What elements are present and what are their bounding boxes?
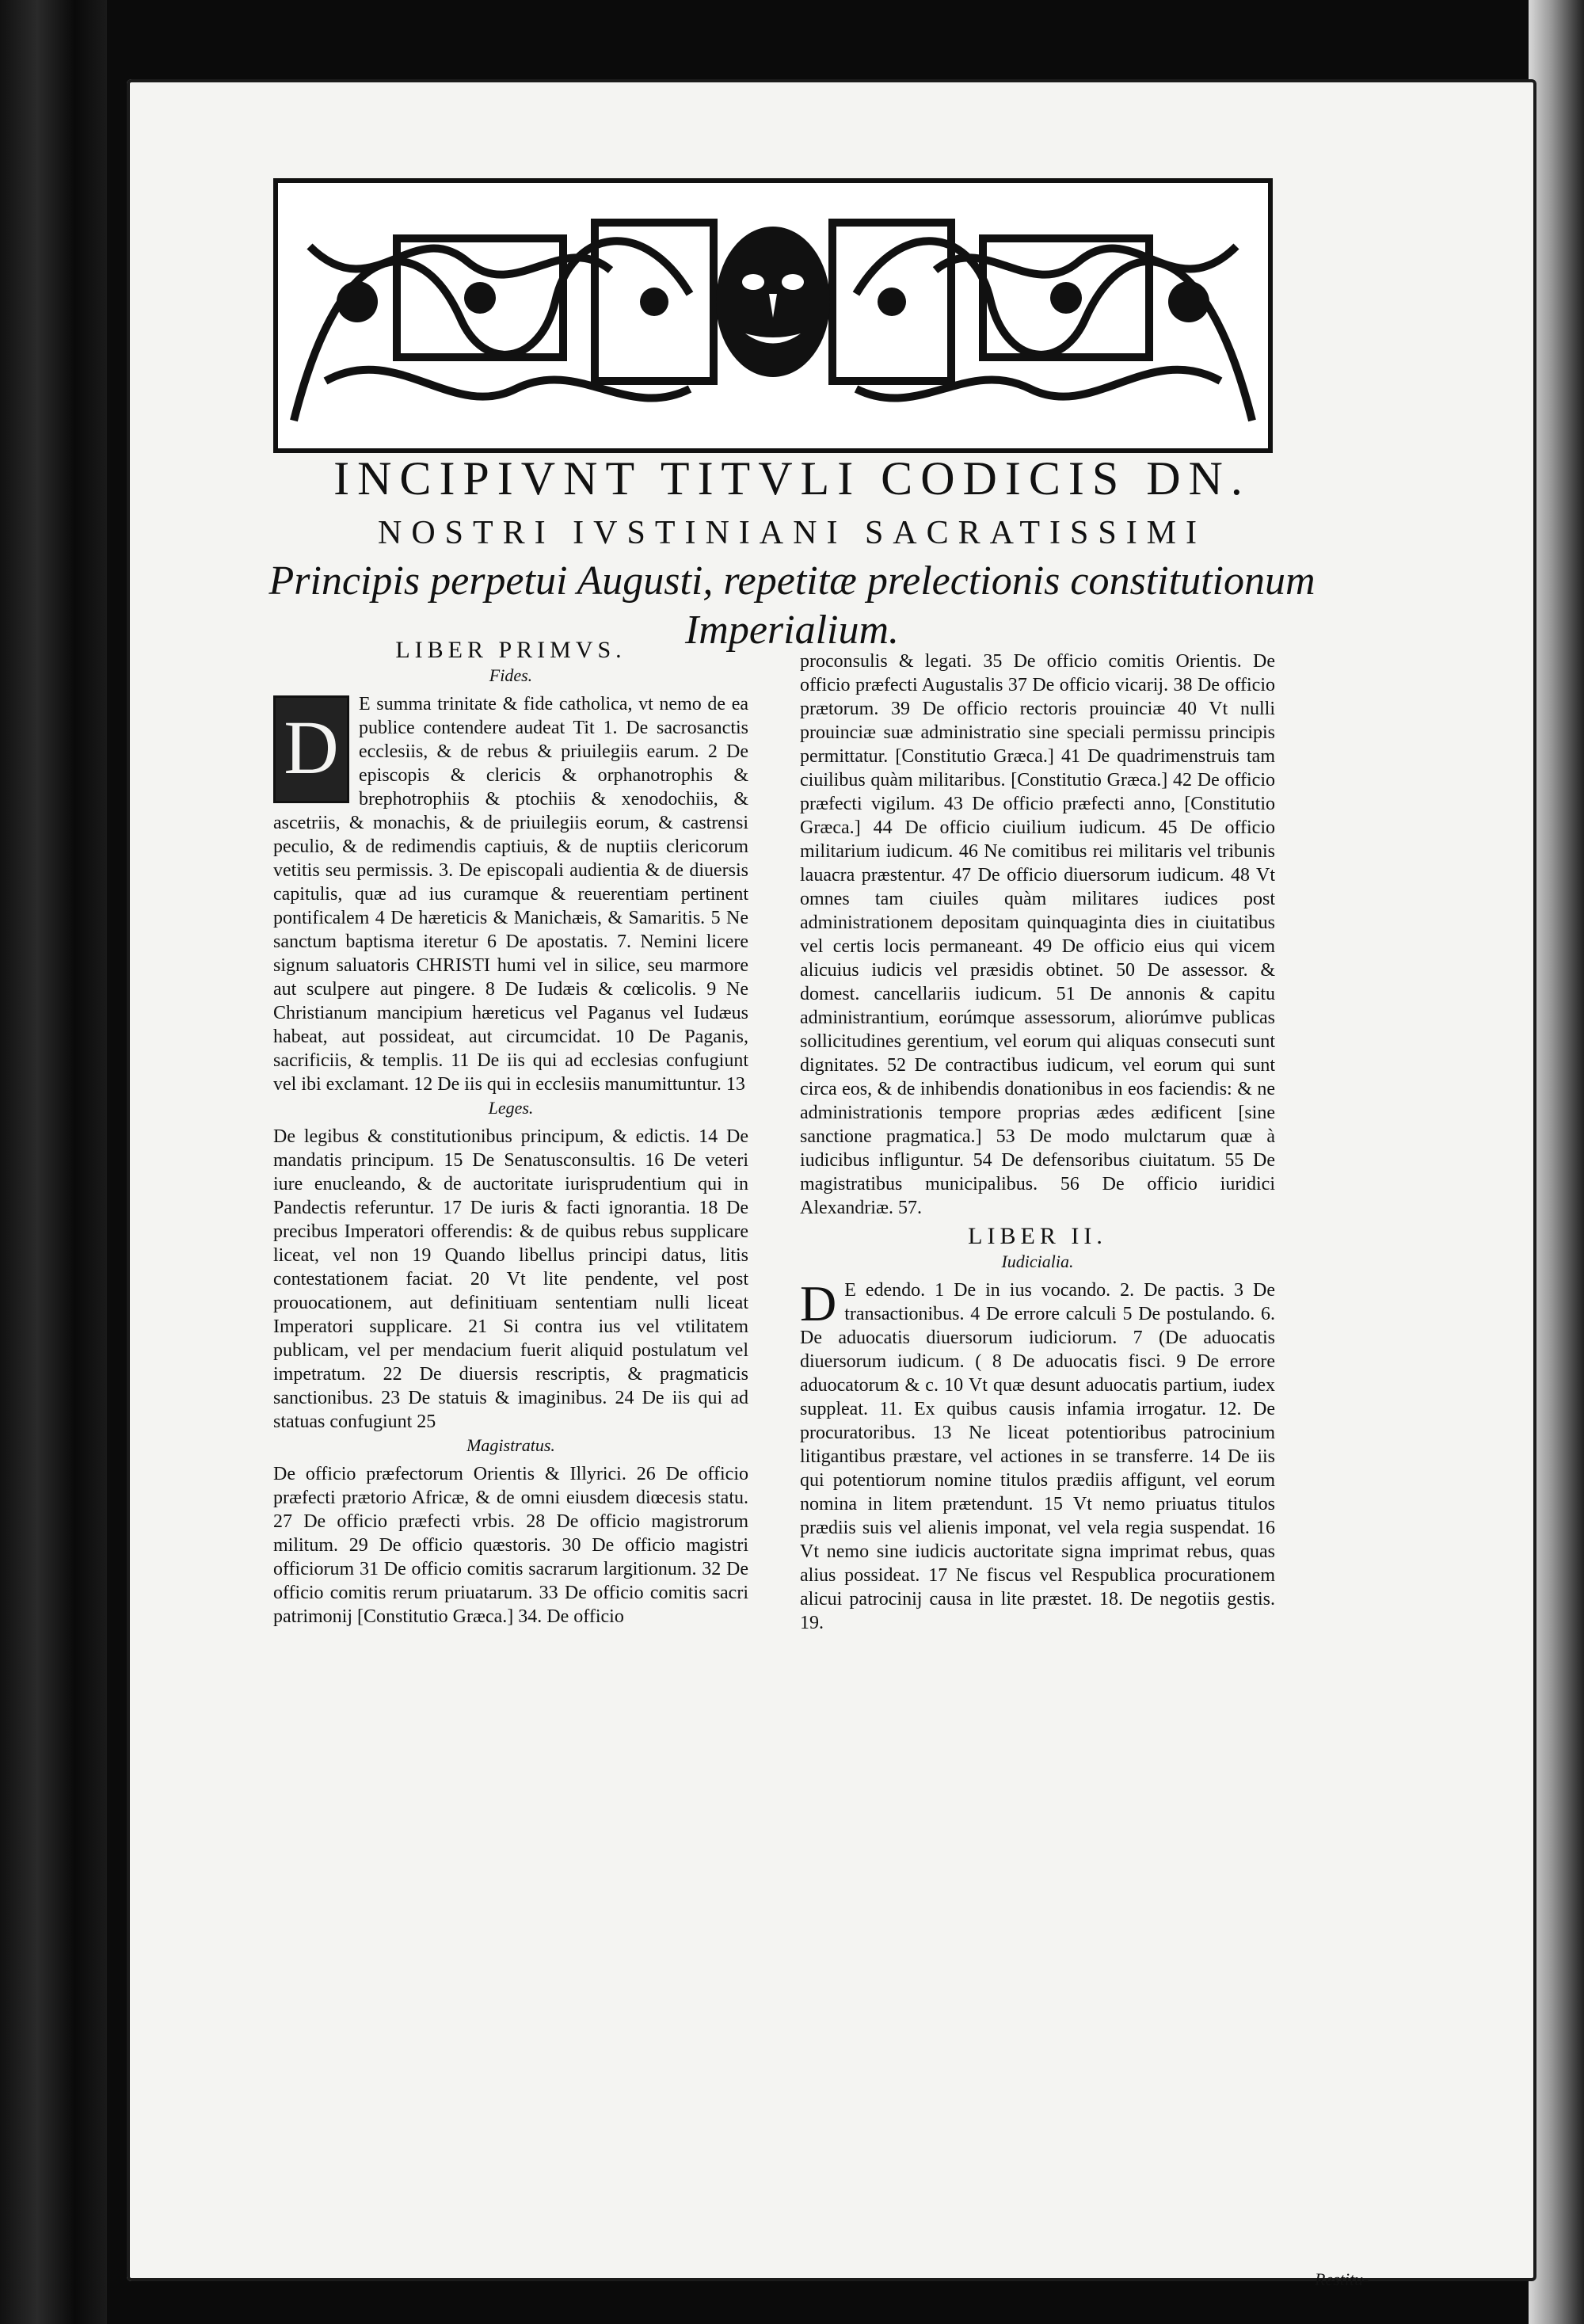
- fides-paragraph: E summa trinitate & fide catholica, vt nemo de ea publice contendere audeat Tit 1. De sacrosanctis ecclesiis, & de rebus & priuilegiis earum. 2 De episcopis & clericis & orphanotrophis & brephotrophiis & ptochiis & xenodochiis, & ascetriis, & monachis, & de priuilegiis eorum, & castrensi peculio, & de redimendis captiuis, & de nuptiis clericorum vetitis seu permissis. 3. De episcopali audientia & de diuersis capitulis, quæ ad ius curamque & reuerentiam pertinent pontificalem 4 De hæreticis & Manichæis, & Samaritis. 5 Ne sanctum baptisma iteretur 6 De apostatis. 7. Nemini licere signum saluatoris CHRISTI humi vel in silice, seu marmore aut sculpere aut pingere. 8 De Iudæis & cœlicolis. 9 Ne Christianum mancipium hæreticus vel Paganus vel Iudæus habeat, aut possideat, aut circumcidat. 10 De Paganis, sacrificiis, & templis. 11 De iis qui ad ecclesias confugiunt vel ibi exclamant. 12 De iis qui in ecclesiis manumittuntur. 13: [273, 694, 748, 1095]
- decorative-headpiece: [273, 178, 1273, 453]
- book-binding-left: [0, 0, 107, 2324]
- book-heading-liber-secundus: LIBER II.: [968, 1223, 1107, 1249]
- left-text-column: [273, 634, 748, 1629]
- continuation-paragraph: proconsulis & legati. 35 De officio comitis Orientis. De officio præfecti Augustalis 37 De officio vicarij. 38 De officio prætorum. 39 De officio rectoris prouinciæ 40 Vt nulli prouinciæ suæ administratio sine speciali permissu principis permittatur. [Constitutio Græca.] 41 De quadrimenstruis tam ciuilibus quàm militaribus. [Constitutio Græca.] 42 De officio præfecti vigilum. 43 De officio præfecti anno, [Constitutio Græca.] 44 De officio ciuilium iudicum. 45 De officio militarium iudicum. 46 Ne comitibus rei militaris vel tribunis lauacra præstentur. 47 De officio diuersorum iudicum. 48 Vt omnes tam ciuiles quàm militares iudices post administrationem depositam quinquaginta dies in ciuitatibus vel certis locis permaneant. 49 De officio eius qui vicem alicuius iudicis vel præsidis obtinet. 50 De assessor. & domest. cancellariis iudicum. 51 De annonis & capitu administrantium, eorúmque assessorum, aliorúmve publicas sollicitudines gerentium, vel eorum qui aliquas consecuti sunt dignitates. 52 De contractibus iudicum, vel eorum qui sunt circa eos, & de inhibendis donationibus in eos faciendis: & ne administrationis tempore proprias ædes ædificent [sine sanctione pragmatica.] 53 De modo mulctarum quæ à iudicibus infliguntur. 54 De defensoribus ciuitatum. 55 De magistratibus municipalibus. 56 De officio iuridici Alexandriæ. 57.: [800, 651, 1275, 1218]
- iudicialia-paragraph: E edendo. 1 De in ius vocando. 2. De pactis. 3 De transactionibus. 4 De errore calculi 5 De postulando. 6. De aduocatis diuersorum iudiciorum. 7 (De aduocatis diuersorum iudicum. ( 8 De aduocatis fisci. 9 De errore aduocatorum & c. 10 Vt quæ desunt aduocatis partium, iudex suppleat. 11. Ex quibus causis infamia irrogatur. 12. De procuratoribus. 13 Ne liceat potentioribus patrocinium litigantibus præstare, vel actiones in se transferre. 14 De iis qui potentiorum nomine titulos prædiis affigunt, vel eorum nomina in litem prætendunt. 15 Vt nemo priuatus titulos prædiis suis vel alienis imponat, vel vela regia suspendat. 16 Vt nemo sine iudicis auctoritate signa imprimat rebus, quas alius possideat. 17 Ne fiscus vel Respublica procurationem alicui patrocinij causa in lite præstet. 18. De negotiis gestis. 19.: [800, 1280, 1275, 1633]
- title-block: [238, 448, 1346, 655]
- magistratus-paragraph: De officio præfectorum Orientis & Illyrici. 26 De officio præfecti prætorio Africæ, & de omni eiusdem diœcesis statu. 27 De officio præfecti vrbis. 28 De officio magistrorum militum. 29 De officio quæstoris. 30 De officio magistri officiorum 31 De officio comitis sacrarum largitionum. 32 De officio comitis rerum priuatarum. 33 De officio comitis sacri patrimonij [Constitutio Græca.] 34. De officio: [273, 1464, 748, 1627]
- leges-paragraph: De legibus & constitutionibus principum, & edictis. 14 De mandatis principum. 15 De Senatusconsultis. 16 De veteri iure enucleando, & de auctoritate iurisprudentium qui in Pandectis referuntur. 17 De iuris & facti ignorantia. 18 De precibus Imperatori offerendis: & de quibus rebus supplicare liceat, vel non 19 Quando libellus principi datus, litis contestationem faciat. 20 Vt lite pendente, vel post prouocationem, aut definitiuam sententiam nulli liceat Imperatori supplicare. 21 Si contra ius vel vtilitatem publicam, vel per mendacium fuerit aliquid postulatum vel impetratum. 22 De diuersis rescriptis, & pragmaticis sanctionibus. 23 De statuis & imaginibus. 24 De iis qui ad statuas confugiunt 25: [273, 1126, 748, 1432]
- page-title-line-1: INCIPIVNT TITVLI CODICIS DN.: [333, 452, 1251, 505]
- headpiece-ornament-icon: [278, 183, 1268, 448]
- dropcap-initial-2: D: [800, 1275, 837, 1332]
- book-heading-liber-primus: LIBER PRIMVS.: [395, 637, 626, 663]
- catchword: Restitu-: [1315, 2269, 1369, 2289]
- section-heading-magistratus: Magistratus.: [466, 1435, 555, 1455]
- section-heading-leges: Leges.: [488, 1098, 534, 1118]
- page-title-line-3: Principis perpetui Augusti, repetitæ prelectionis constitutionum Imperialium.: [268, 558, 1316, 653]
- book-binding-right: [1529, 0, 1584, 2324]
- page-title-line-2: NOSTRI IVSTINIANI SACRATISSIMI: [377, 515, 1207, 551]
- right-text-column: [800, 650, 1275, 1635]
- section-heading-iudicialia: Iudicialia.: [1001, 1252, 1074, 1271]
- dropcap-initial: D: [273, 695, 349, 803]
- section-heading-fides: Fides.: [489, 665, 533, 685]
